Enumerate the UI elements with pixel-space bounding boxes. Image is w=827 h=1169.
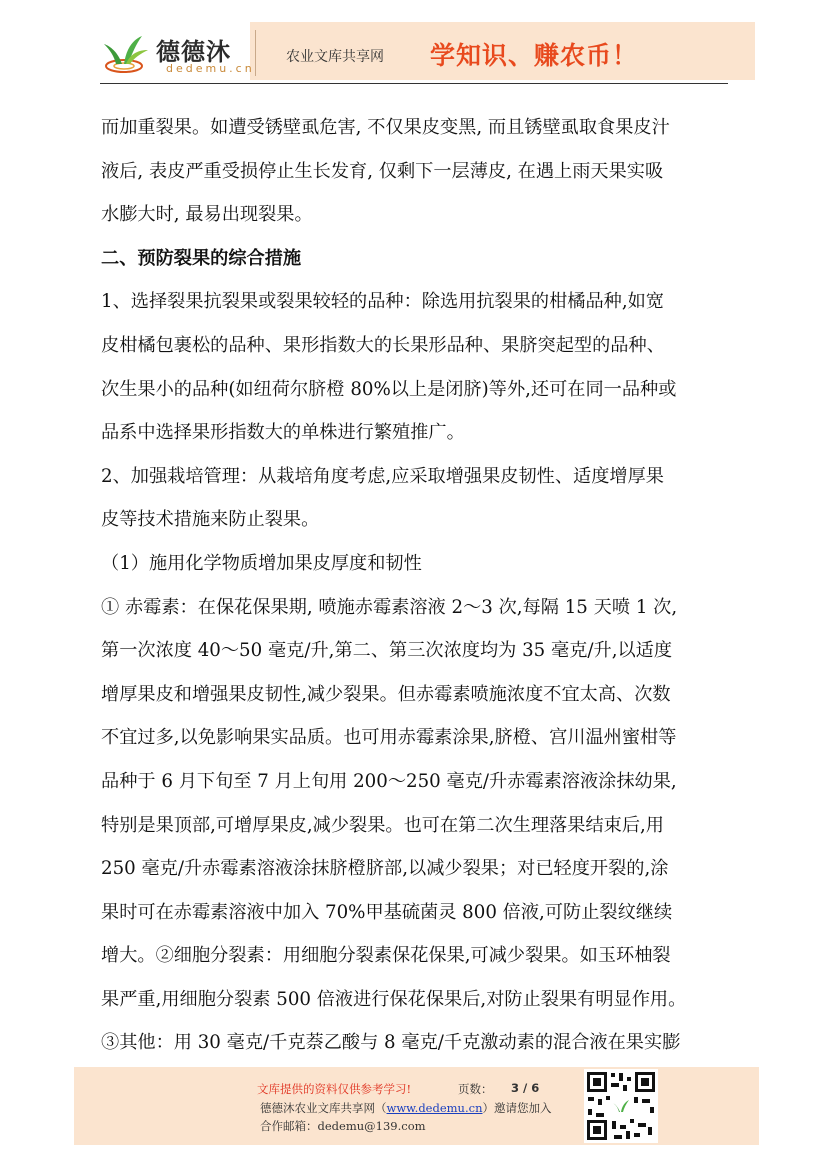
footer-invite — [260, 1100, 551, 1116]
footer-site-link[interactable]: www.dedemu.cn — [386, 1101, 483, 1115]
text-line: （1）施用化学物质增加果皮厚度和韧性 — [101, 552, 422, 574]
text-line: 品种于 6 月下旬至 7 月上旬用 200～250 毫克/升赤霉素溶液涂抹幼果, — [101, 770, 677, 792]
text-line: 特别是果顶部,可增厚果皮,减少裂果。也可在第二次生理落果结束后,用 — [101, 814, 664, 836]
leaf-logo-icon — [100, 24, 156, 80]
footer-email: 合作邮箱：dedemu@139.com — [260, 1119, 426, 1133]
text-line: ① 赤霉素：在保花保果期, 喷施赤霉素溶液 2～3 次,每隔 15 天喷 1 次, — [101, 596, 678, 618]
text-line: 250 毫克/升赤霉素溶液涂抹脐橙脐部,以减少裂果；对已轻度开裂的,涂 — [101, 858, 669, 880]
text-line: 第一次浓度 40～50 毫克/升,第二、第三次浓度均为 35 毫克/升,以适度 — [101, 640, 673, 662]
footer-invite-suffix: ）邀请您加入 — [482, 1101, 552, 1115]
header-slogan: 学知识、赚农币！ — [430, 41, 639, 70]
footer-notice: 文库提供的资料仅供参考学习! — [257, 1082, 412, 1096]
header-rule — [100, 83, 728, 84]
text-line: ③其他：用 30 毫克/千克萘乙酸与 8 毫克/千克激动素的混合液在果实膨 — [101, 1032, 681, 1054]
section-heading: 二、预防裂果的综合措施 — [101, 247, 302, 269]
text-line: 增大。②细胞分裂素：用细胞分裂素保花保果,可减少裂果。如玉环柚裂 — [101, 945, 671, 967]
header-divider — [255, 30, 256, 76]
header-site-name: 农业文库共享网 — [286, 49, 384, 65]
page-count: 3 / 6 — [511, 1081, 540, 1095]
text-line: 不宜过多,以免影响果实品质。也可用赤霉素涂果,脐橙、宫川温州蜜柑等 — [101, 727, 677, 749]
text-line: 液后, 表皮严重受损停止生长发育, 仅剩下一层薄皮, 在遇上雨天果实吸 — [101, 160, 664, 182]
text-line: 2、加强栽培管理：从栽培角度考虑,应采取增强果皮韧性、适度增厚果 — [101, 465, 664, 487]
document-body — [101, 106, 726, 1065]
dedemu-logo[interactable] — [100, 22, 260, 82]
page-count-label: 页数： — [458, 1082, 493, 1096]
qr-code-icon[interactable] — [584, 1069, 658, 1143]
text-line: 1、选择裂果抗裂果或裂果较轻的品种：除选用抗裂果的柑橘品种,如宽 — [101, 291, 664, 313]
page-footer — [74, 1067, 759, 1145]
text-line: 增厚果皮和增强果皮韧性,减少裂果。但赤霉素喷施浓度不宜太高、次数 — [101, 683, 671, 705]
text-line: 皮等技术措施来防止裂果。 — [101, 509, 320, 531]
text-line: 皮柑橘包裹松的品种、果形指数大的长果形品种、果脐突起型的品种、 — [101, 334, 665, 356]
text-line: 果严重,用细胞分裂素 500 倍液进行保花保果后,对防止裂果有明显作用。 — [101, 988, 687, 1010]
text-line: 次生果小的品种(如纽荷尔脐橙 80%以上是闭脐)等外,还可在同一品种或 — [101, 378, 677, 400]
text-line: 果时可在赤霉素溶液中加入 70%甲基硫菌灵 800 倍液,可防止裂纹继续 — [101, 901, 673, 923]
text-line: 品系中选择果形指数大的单株进行繁殖推广。 — [101, 422, 465, 444]
page-header — [100, 22, 755, 82]
logo-text-cn: 德德沐 — [156, 37, 231, 66]
text-line: 水膨大时, 最易出现裂果。 — [101, 204, 313, 226]
footer-invite-prefix: 德德沐农业文库共享网（ — [260, 1101, 387, 1115]
logo-text-en: dedemu.cn — [166, 62, 255, 75]
text-line: 而加重裂果。如遭受锈壁虱危害, 不仅果皮变黑, 而且锈壁虱取食果皮汁 — [101, 117, 670, 138]
